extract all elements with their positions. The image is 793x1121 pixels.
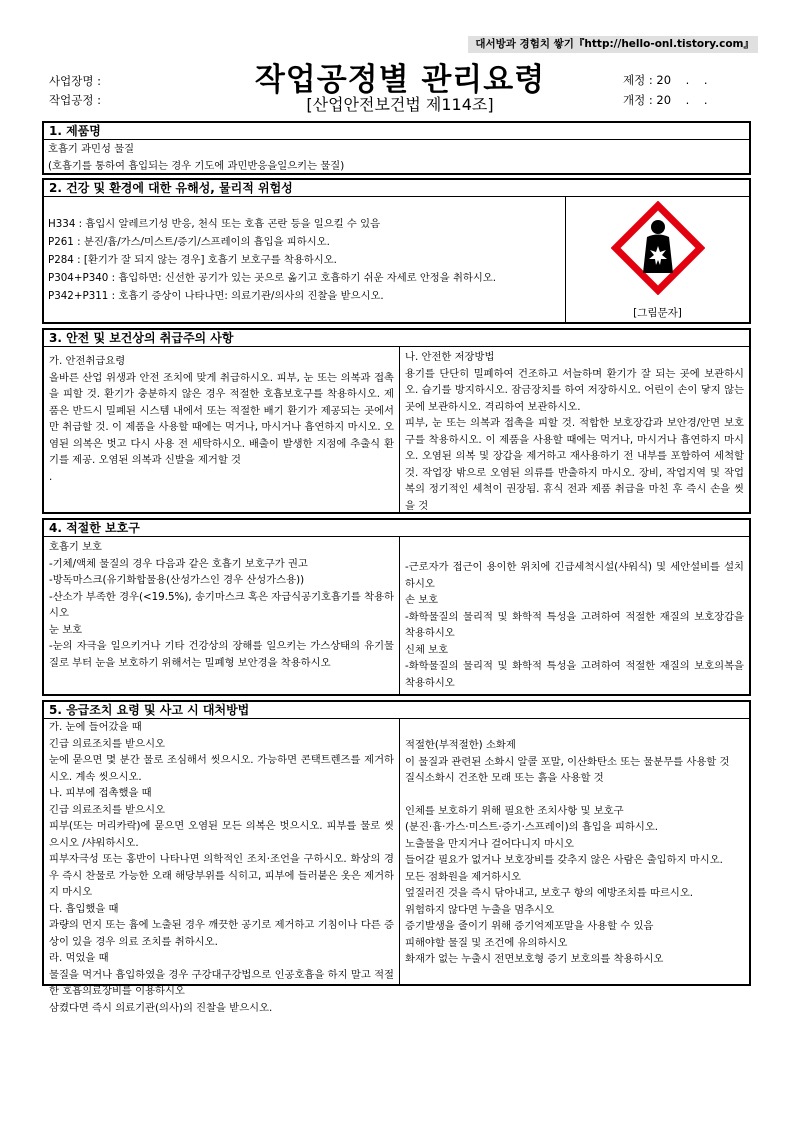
section-title: 3. 안전 및 보건상의 취급주의 사항 <box>44 330 749 347</box>
text-line: -근로자가 접근이 용이한 위치에 긴급세척시설(샤워식) 및 세안설비를 설치하시오 <box>405 561 744 590</box>
text-line: 위험하지 않다면 누출을 멈추시오 <box>405 903 555 916</box>
safe-storage-column <box>400 347 749 512</box>
text-line: -화학물질의 물리적 및 화학적 특성을 고려하여 적절한 재질의 보호장갑을 착용하시오 <box>405 610 744 639</box>
text-line: 신체 보호 <box>405 643 449 656</box>
safe-handling-column <box>44 347 400 512</box>
text-line: 엎질러진 것을 즉시 닦아내고, 보호구 항의 예방조치를 따르시오. <box>405 887 694 899</box>
page-subtitle: [산업안전보건법 제114조] <box>306 95 494 114</box>
section-body <box>44 140 749 175</box>
revised-date-label: 개정 : 20 . . <box>623 93 708 107</box>
text-line: 라. 먹었을 때 <box>49 952 109 964</box>
text-line: 과량의 먼지 또는 흄에 노출된 경우 깨끗한 공기로 제거하고 기침이나 다른 증상이 있을 경우 의료 조치를 취하시오. <box>49 919 394 948</box>
text-line: P261 : 분진/흄/가스/미스트/증기/스프레이의 흡입을 피하시오. <box>48 236 330 248</box>
pictogram-cell <box>565 197 749 322</box>
text-line: 호흡기 과민성 물질 <box>48 143 135 155</box>
text-line: -방독마스크(유기화합물용(산성가스인 경우 산성가스용)) <box>49 574 305 586</box>
text-line: 적절한(부적절한) 소화제 <box>405 739 516 751</box>
text-line: 긴급 의료조치를 받으시오 <box>49 737 165 750</box>
section-title: 4. 적절한 보호구 <box>44 520 749 537</box>
text-line: 모든 점화원을 제거하시오 <box>405 870 521 883</box>
text-line: P342+P311 : 호흡기 증상이 나타나면: 의료기관/의사의 진찰을 받으시오. <box>48 290 384 302</box>
fire-spill-column <box>400 719 749 984</box>
section-first-aid <box>42 700 751 1014</box>
text-line: -기체/액체 물질의 경우 다음과 같은 호흡기 보호구가 권고 <box>49 557 308 570</box>
text-line: P284 : [환기가 잘 되지 않는 경우] 호흡기 보호구를 착용하시오. <box>48 254 337 266</box>
text-line: 화재가 없는 누출시 전면보호형 증기 보호의를 착용하시오 <box>405 953 664 965</box>
health-hazard-icon <box>611 201 705 295</box>
text-line: -눈의 자극을 일으키거나 기타 건강상의 장해를 일으키는 가스상태의 유기물질로 부터 눈을 보호하기 위해서는 밀폐형 보안경을 착용하시오 <box>49 640 394 669</box>
text-line: 호흡기 보호 <box>49 541 103 553</box>
established-date-label: 제정 : 20 . . <box>623 73 708 87</box>
text-line: 들어갈 필요가 없거나 보호장비를 갖추지 않은 사람은 출입하지 마시오. <box>405 854 723 866</box>
text-line: H334 : 흡입시 알레르기성 반응, 천식 또는 호흡 곤란 등을 일으킬 수 있음 <box>48 218 381 230</box>
respiratory-eye-column <box>44 537 400 694</box>
pictogram-caption: [그림문자] <box>633 307 682 319</box>
text-line: -산소가 부족한 경우(<19.5%), 송기마스크 혹은 자급식공기호흡기를 착용하시오 <box>49 590 394 619</box>
text-line: . <box>49 470 53 483</box>
hand-body-column <box>400 537 749 694</box>
text-line: 질식소화시 건조한 모래 또는 흙을 사용할 것 <box>405 772 604 784</box>
text-line: 눈에 묻으면 몇 분간 물로 조심해서 씻으시오. 가능하면 콘택트렌즈를 제거하시오. 계속 씻으시오. <box>49 754 394 783</box>
text-line: 피해야할 물질 및 조건에 유의하시오 <box>405 936 568 949</box>
text-line: P304+P340 : 흡입하면: 신선한 공기가 있는 곳으로 옮기고 호흡하기 쉬운 자세로 안정을 취하시오. <box>48 272 497 284</box>
text-line: 인체를 보호하기 위해 필요한 조치사항 및 보호구 <box>405 804 624 817</box>
text-line: 손 보호 <box>405 594 439 606</box>
text-line: 나. 피부에 접촉했을 때 <box>49 787 152 799</box>
text-line: 물질을 먹거나 흡입하였을 경우 구강대구강법으로 인공호흡을 하지 말고 적절한 호흡의료장비를 이용하시오 <box>49 968 394 997</box>
section-protective-equipment <box>42 518 751 696</box>
text-line: (분진·흄·가스·미스트·증기·스프레이)의 흡입을 피하시오. <box>405 821 659 833</box>
watermark-banner: 대서방과 경험치 쌓기『http://hello-onl.tistory.com』 <box>468 36 758 53</box>
page-title: 작업공정별 관리요령 <box>254 62 546 98</box>
text-line: 나. 안전한 저장방법 <box>405 351 495 363</box>
text-line: 용기를 단단히 밀폐하여 건조하고 서늘하며 환기가 잘 되는 곳에 보관하시오. 습기를 방지하시오. 잠금장치를 하여 저장하시오. 어린이 손이 닿지 않는 곳에 보관하시오. 격리하여 보관하시오. <box>405 367 744 413</box>
section-hazards <box>42 178 751 324</box>
text-line: 가. 안전취급요령 <box>49 355 126 367</box>
text-line: (호흡기를 통하여 흡입되는 경우 기도에 과민반응을일으키는 물질) <box>48 159 345 172</box>
text-line: 피부자극성 또는 홍반이 나타나면 의학적인 조치·조언을 구하시오. 화상의 경우 즉시 찬물로 가능한 오래 해당부위를 식히고, 피부에 들러붙은 옷은 제거하지 마시오 <box>49 853 394 898</box>
text-line: 눈 보호 <box>49 623 83 636</box>
text-line: 이 물질과 관련된 소화시 알콜 포말, 이산화탄소 또는 물분무를 사용할 것 <box>405 755 730 768</box>
text-line: 삼켰다면 즉시 의료기관(의사)의 진찰을 받으시오. <box>49 1001 273 1014</box>
text-line: 피부, 눈 또는 의복과 접촉을 피할 것. 적합한 보호장갑과 보안경/안면 보호구를 착용하시오. 이 제품을 사용할 때에는 먹거나, 마시거나 흡연하지 마시오. 오염된 의복 및 장갑을 제거하고 재사용하기 전 내부를 포함하여 세척할 것. 작업장 밖으로 오염된 의류를 반출하지 마시오. 장비, 작업지역 및 작업복의 정기적인 세척이 권장됨. 휴식 전과 제품 취급을 마친 후 즉시 손을 씻을 것 <box>405 417 744 512</box>
text-line: -화학물질의 물리적 및 화학적 특성을 고려하여 적절한 재질의 보호의복을 착용하시오 <box>405 660 744 689</box>
section-title: 1. 제품명 <box>44 123 749 140</box>
text-line: 긴급 의료조치를 받으시오 <box>49 803 165 816</box>
text-line: 가. 눈에 들어갔을 때 <box>49 721 142 733</box>
section-title: 5. 응급조치 요령 및 사고 시 대처방법 <box>44 702 749 719</box>
text-line: 피부(또는 머리카락)에 묻으면 오염된 모든 의복은 벗으시오. 피부를 물로 씻으시오 /샤워하시오. <box>49 820 394 849</box>
first-aid-column <box>44 719 400 1014</box>
text-line: 올바른 산업 위생과 안전 조치에 맞게 취급하시오. 피부, 눈 또는 의복과 접촉을 피할 것. 환기가 충분하지 않은 경우 적절한 호흡보호구를 착용하시오. 제품은 반드시 밀폐된 시스템 내에서 또는 적절한 배기 환기가 제공되는 곳에서만 취급할 것. 이 제품을 사용할 때에는 먹거나, 마시거나 흡연하지 마시오. 오염된 의복은 벗고 다시 사용 전 세탁하시오. 배출이 발생한 지점에 추출식 환기를 제공. 오염된 의복과 신발을 제거할 것 <box>49 371 394 466</box>
text-line: 노출물을 만지거나 걸어다니지 마시오 <box>405 837 574 850</box>
text-line: 다. 흡입했을 때 <box>49 902 119 915</box>
company-label: 사업장명 : <box>49 74 101 88</box>
section-title: 2. 건강 및 환경에 대한 유해성, 물리적 위험성 <box>44 180 749 197</box>
section-product-name <box>42 121 751 175</box>
section-handling <box>42 328 751 514</box>
process-label: 작업공정 : <box>49 93 101 107</box>
text-line: 증기발생을 줄이기 위해 증기억제포말을 사용할 수 있음 <box>405 920 654 932</box>
